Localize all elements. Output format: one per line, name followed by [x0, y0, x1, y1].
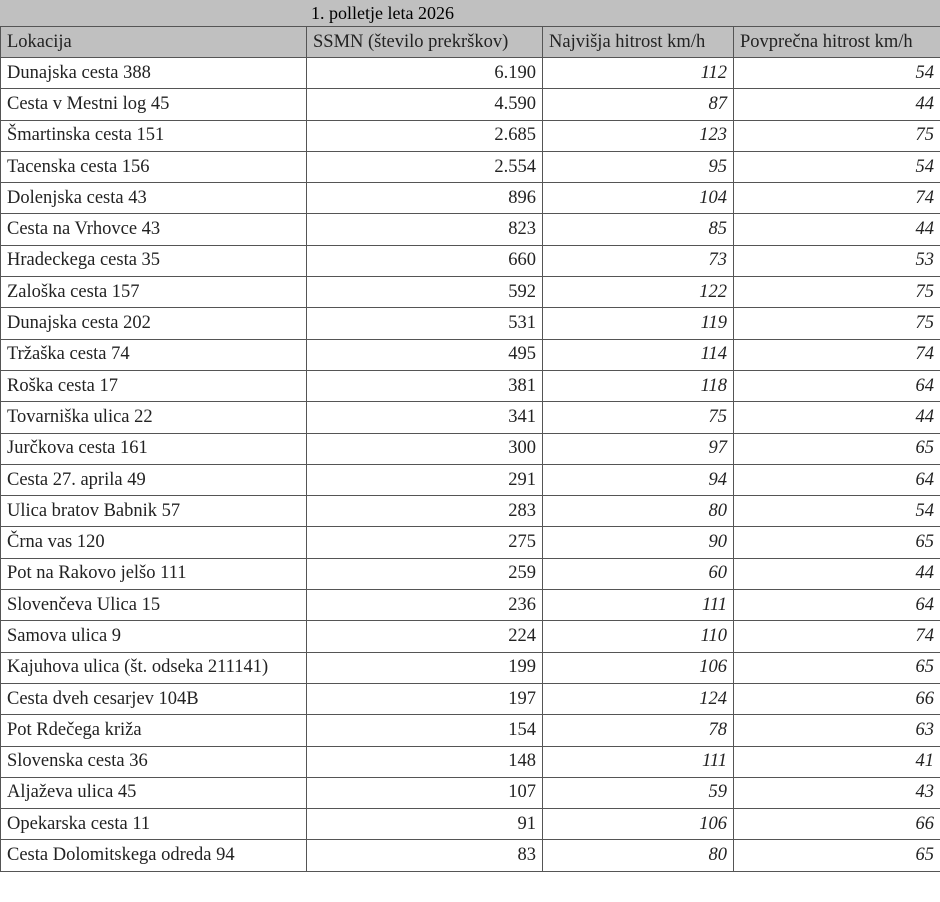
cell-violations: 2.554: [307, 151, 543, 182]
header-avg-speed: Povprečna hitrost km/h: [734, 27, 940, 58]
cell-avg-speed: 44: [734, 558, 940, 589]
cell-max-speed: 112: [543, 58, 734, 89]
cell-violations: 6.190: [307, 58, 543, 89]
header-violations: SSMN (število prekrškov): [307, 27, 543, 58]
cell-violations: 148: [307, 746, 543, 777]
cell-violations: 199: [307, 652, 543, 683]
cell-violations: 660: [307, 245, 543, 276]
cell-max-speed: 104: [543, 183, 734, 214]
cell-location: Kajuhova ulica (št. odseka 211141): [1, 652, 307, 683]
cell-max-speed: 59: [543, 777, 734, 808]
cell-max-speed: 95: [543, 151, 734, 182]
header-max-speed: Najvišja hitrost km/h: [543, 27, 734, 58]
cell-avg-speed: 64: [734, 370, 940, 401]
cell-max-speed: 75: [543, 402, 734, 433]
cell-max-speed: 73: [543, 245, 734, 276]
table-row: [1, 433, 940, 464]
table-row: [1, 120, 940, 151]
table-row: [1, 746, 940, 777]
cell-avg-speed: 64: [734, 590, 940, 621]
cell-max-speed: 87: [543, 89, 734, 120]
cell-location: Tovarniška ulica 22: [1, 402, 307, 433]
cell-location: Cesta na Vrhovce 43: [1, 214, 307, 245]
cell-max-speed: 122: [543, 277, 734, 308]
cell-violations: 197: [307, 683, 543, 714]
table-row: [1, 308, 940, 339]
speed-violations-table: [0, 26, 940, 872]
cell-violations: 283: [307, 496, 543, 527]
table-row: [1, 183, 940, 214]
cell-location: Črna vas 120: [1, 527, 307, 558]
table-row: [1, 715, 940, 746]
cell-location: Pot Rdečega križa: [1, 715, 307, 746]
cell-max-speed: 78: [543, 715, 734, 746]
cell-violations: 531: [307, 308, 543, 339]
cell-violations: 154: [307, 715, 543, 746]
cell-avg-speed: 43: [734, 777, 940, 808]
cell-max-speed: 106: [543, 652, 734, 683]
cell-max-speed: 97: [543, 433, 734, 464]
cell-avg-speed: 63: [734, 715, 940, 746]
cell-max-speed: 85: [543, 214, 734, 245]
cell-violations: 592: [307, 277, 543, 308]
table-row: [1, 840, 940, 871]
table-row: [1, 683, 940, 714]
cell-avg-speed: 66: [734, 809, 940, 840]
cell-avg-speed: 75: [734, 120, 940, 151]
cell-max-speed: 111: [543, 746, 734, 777]
table-row: [1, 558, 940, 589]
cell-avg-speed: 44: [734, 402, 940, 433]
cell-max-speed: 80: [543, 496, 734, 527]
cell-max-speed: 94: [543, 464, 734, 495]
cell-location: Cesta v Mestni log 45: [1, 89, 307, 120]
table-row: [1, 621, 940, 652]
cell-violations: 2.685: [307, 120, 543, 151]
cell-location: Cesta dveh cesarjev 104B: [1, 683, 307, 714]
table-row: [1, 277, 940, 308]
table-row: [1, 496, 940, 527]
cell-violations: 495: [307, 339, 543, 370]
cell-avg-speed: 74: [734, 339, 940, 370]
table-row: [1, 527, 940, 558]
cell-avg-speed: 44: [734, 214, 940, 245]
cell-location: Tacenska cesta 156: [1, 151, 307, 182]
cell-max-speed: 124: [543, 683, 734, 714]
table-row: [1, 402, 940, 433]
table-row: [1, 58, 940, 89]
cell-avg-speed: 74: [734, 621, 940, 652]
cell-max-speed: 118: [543, 370, 734, 401]
cell-max-speed: 90: [543, 527, 734, 558]
table-row: [1, 652, 940, 683]
cell-avg-speed: 54: [734, 496, 940, 527]
cell-violations: 275: [307, 527, 543, 558]
cell-location: Slovenska cesta 36: [1, 746, 307, 777]
cell-location: Ulica bratov Babnik 57: [1, 496, 307, 527]
cell-max-speed: 106: [543, 809, 734, 840]
cell-avg-speed: 65: [734, 527, 940, 558]
cell-max-speed: 119: [543, 308, 734, 339]
cell-location: Zaloška cesta 157: [1, 277, 307, 308]
cell-avg-speed: 75: [734, 308, 940, 339]
cell-max-speed: 60: [543, 558, 734, 589]
cell-location: Cesta 27. aprila 49: [1, 464, 307, 495]
cell-violations: 259: [307, 558, 543, 589]
cell-location: Opekarska cesta 11: [1, 809, 307, 840]
cell-location: Samova ulica 9: [1, 621, 307, 652]
cell-location: Šmartinska cesta 151: [1, 120, 307, 151]
cell-max-speed: 111: [543, 590, 734, 621]
cell-location: Tržaška cesta 74: [1, 339, 307, 370]
cell-avg-speed: 66: [734, 683, 940, 714]
cell-avg-speed: 44: [734, 89, 940, 120]
cell-location: Roška cesta 17: [1, 370, 307, 401]
cell-violations: 896: [307, 183, 543, 214]
cell-location: Dunajska cesta 202: [1, 308, 307, 339]
cell-violations: 291: [307, 464, 543, 495]
bottom-edge: [0, 894, 940, 902]
cell-avg-speed: 65: [734, 433, 940, 464]
cell-avg-speed: 54: [734, 151, 940, 182]
cell-location: Pot na Rakovo jelšo 111: [1, 558, 307, 589]
cell-location: Hradeckega cesta 35: [1, 245, 307, 276]
table-row: [1, 464, 940, 495]
table-row: [1, 590, 940, 621]
cell-violations: 300: [307, 433, 543, 464]
table-row: [1, 245, 940, 276]
cell-max-speed: 123: [543, 120, 734, 151]
cell-location: Slovenčeva Ulica 15: [1, 590, 307, 621]
cell-violations: 4.590: [307, 89, 543, 120]
cell-violations: 341: [307, 402, 543, 433]
cell-location: Dunajska cesta 388: [1, 58, 307, 89]
cell-violations: 83: [307, 840, 543, 871]
cell-avg-speed: 54: [734, 58, 940, 89]
cell-location: Dolenjska cesta 43: [1, 183, 307, 214]
table-caption: 1. polletje leta 2026: [0, 0, 940, 26]
table-row: [1, 809, 940, 840]
cell-avg-speed: 65: [734, 652, 940, 683]
cell-violations: 107: [307, 777, 543, 808]
cell-violations: 823: [307, 214, 543, 245]
cell-location: Jurčkova cesta 161: [1, 433, 307, 464]
cell-violations: 91: [307, 809, 543, 840]
table-row: [1, 777, 940, 808]
cell-avg-speed: 53: [734, 245, 940, 276]
cell-avg-speed: 64: [734, 464, 940, 495]
header-location: Lokacija: [1, 27, 307, 58]
cell-violations: 224: [307, 621, 543, 652]
cell-avg-speed: 74: [734, 183, 940, 214]
table-body: [1, 58, 940, 872]
cell-violations: 236: [307, 590, 543, 621]
cell-max-speed: 110: [543, 621, 734, 652]
cell-max-speed: 80: [543, 840, 734, 871]
table-row: [1, 151, 940, 182]
cell-avg-speed: 75: [734, 277, 940, 308]
cell-max-speed: 114: [543, 339, 734, 370]
table-row: [1, 214, 940, 245]
table-row: [1, 370, 940, 401]
header-row: [1, 27, 940, 58]
cell-avg-speed: 41: [734, 746, 940, 777]
cell-avg-speed: 65: [734, 840, 940, 871]
cell-location: Cesta Dolomitskega odreda 94: [1, 840, 307, 871]
cell-location: Aljaževa ulica 45: [1, 777, 307, 808]
table-row: [1, 89, 940, 120]
table-row: [1, 339, 940, 370]
cell-violations: 381: [307, 370, 543, 401]
